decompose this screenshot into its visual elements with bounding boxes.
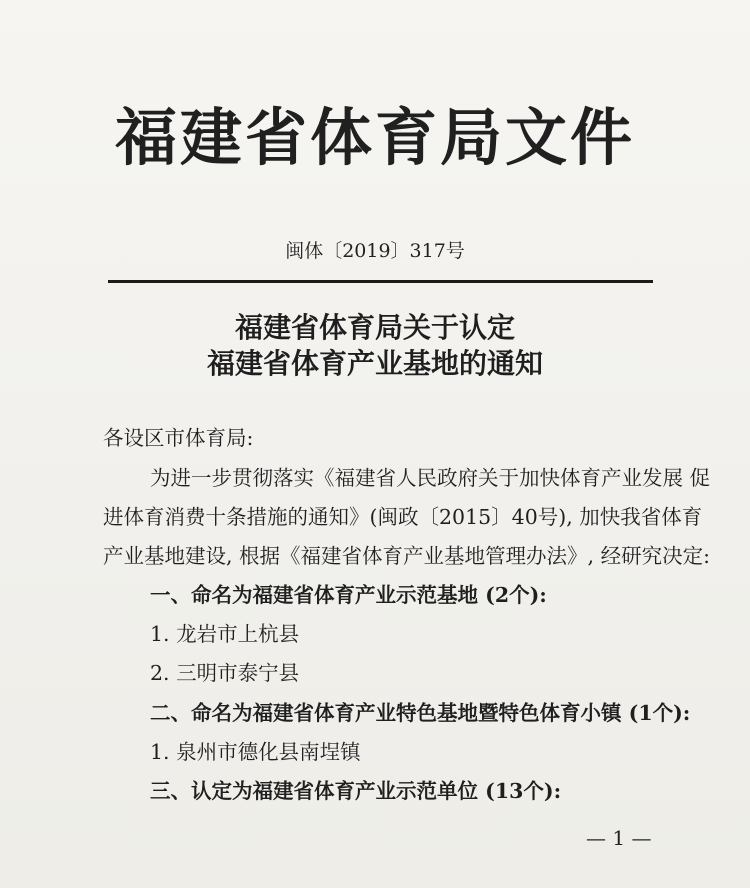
document-header-title: 福建省体育局文件: [114, 101, 635, 174]
paragraph-line: 进体育消费十条措施的通知》(闽政〔2015〕40号), 加快我省体育: [103, 505, 703, 529]
section-heading-3: 三、认定为福建省体育产业示范单位 (13个):: [150, 779, 562, 803]
list-item: 1. 龙岩市上杭县: [150, 622, 300, 646]
notice-title-line-1: 福建省体育局关于认定: [234, 311, 515, 344]
document-number: 闽体〔2019〕317号: [285, 240, 465, 262]
notice-title-line-2: 福建省体育产业基地的通知: [206, 347, 543, 380]
salutation: 各设区市体育局:: [103, 426, 254, 450]
paragraph-line: 产业基地建设, 根据《福建省体育产业基地管理办法》, 经研究决定:: [103, 544, 710, 568]
section-heading-1: 一、命名为福建省体育产业示范基地 (2个):: [150, 583, 547, 607]
list-item: 1. 泉州市德化县南埕镇: [150, 740, 361, 764]
list-item: 2. 三明市泰宁县: [150, 661, 300, 685]
section-heading-2: 二、命名为福建省体育产业特色基地暨特色体育小镇 (1个):: [150, 701, 691, 725]
page-number: — 1 —: [586, 826, 652, 850]
paragraph-line: 为进一步贯彻落实《福建省人民政府关于加快体育产业发展 促: [150, 466, 711, 490]
header-divider-rule: [108, 280, 653, 283]
